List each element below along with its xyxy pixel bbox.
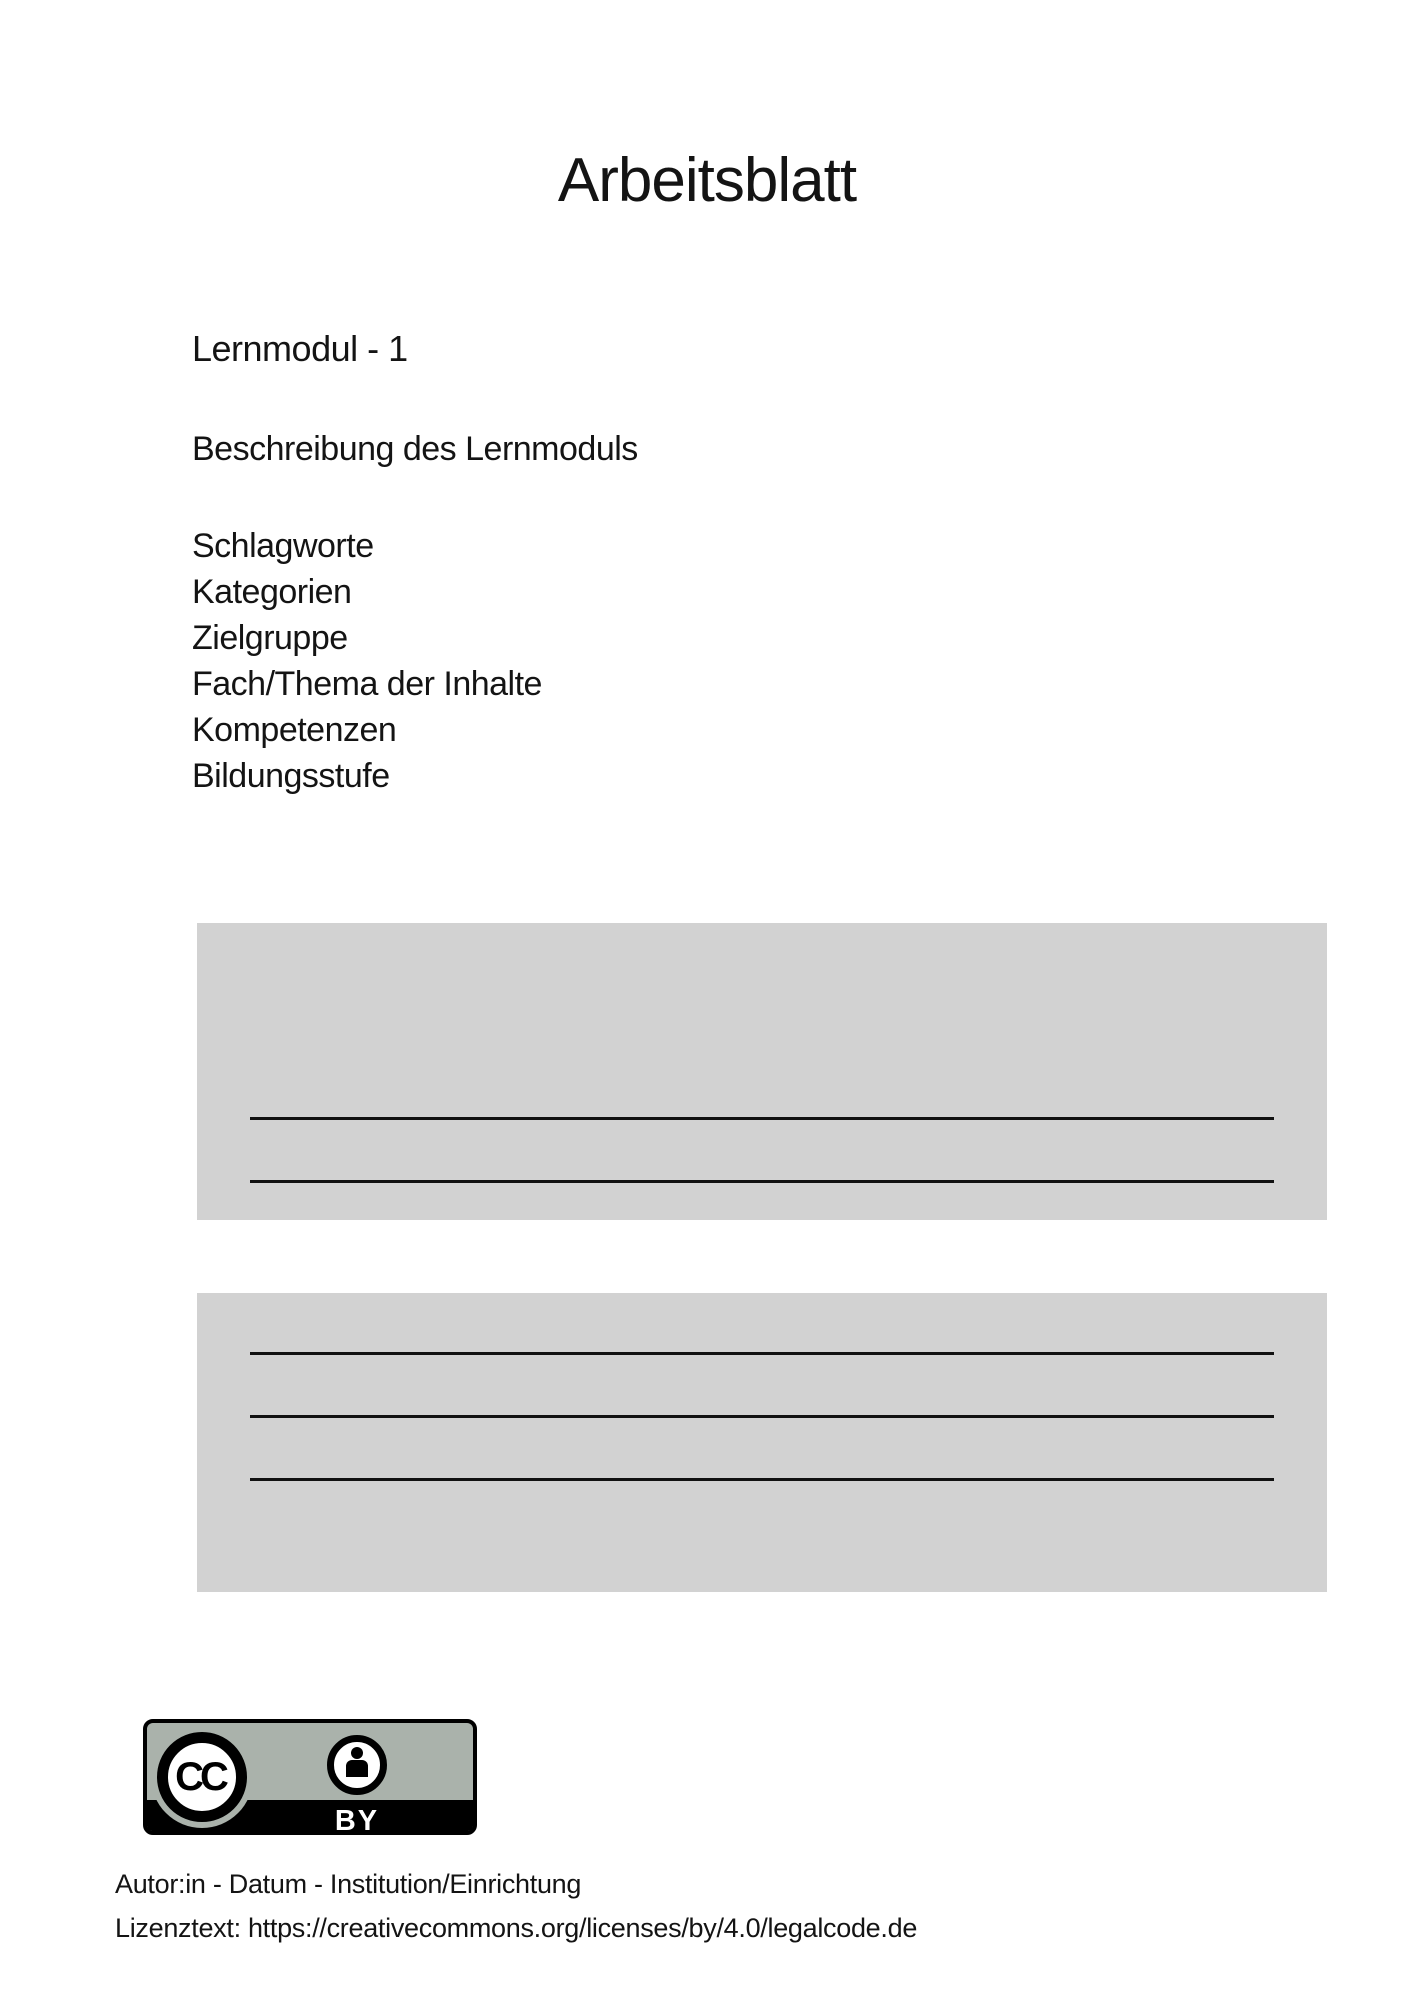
metadata-field-list [192,523,542,799]
field-bildungsstufe: Bildungsstufe [192,757,390,795]
page-title: Arbeitsblatt [557,146,857,215]
answer-line [250,1352,1274,1355]
field-schlagworte: Schlagworte [192,527,374,565]
answer-line [250,1117,1274,1120]
person-body-shape [346,1760,368,1777]
cc-by-license-badge [143,1719,477,1835]
field-fach-thema: Fach/Thema der Inhalte [192,665,542,703]
module-heading: Lernmodul - 1 [192,328,408,369]
field-kompetenzen: Kompetenzen [192,711,397,749]
answer-line [250,1180,1274,1183]
module-description: Beschreibung des Lernmoduls [192,430,638,468]
answer-box-1 [197,923,1327,1220]
answer-line [250,1478,1274,1481]
field-zielgruppe: Zielgruppe [192,619,348,657]
footer [115,1862,917,1950]
person-head-shape [351,1747,363,1759]
license-text-line: Lizenztext: https://creativecommons.org/licenses/by/4.0/legalcode.de [115,1913,918,1943]
cc-logo-icon [157,1732,247,1822]
attribution-person-icon [327,1735,387,1795]
badge-by-label: BY [334,1805,380,1837]
answer-line [250,1415,1274,1418]
answer-box-2 [197,1293,1327,1592]
cc-logo-text: CC [175,1755,225,1799]
field-kategorien: Kategorien [192,573,352,611]
attribution-line: Autor:in - Datum - Institution/Einrichtung [115,1869,582,1899]
